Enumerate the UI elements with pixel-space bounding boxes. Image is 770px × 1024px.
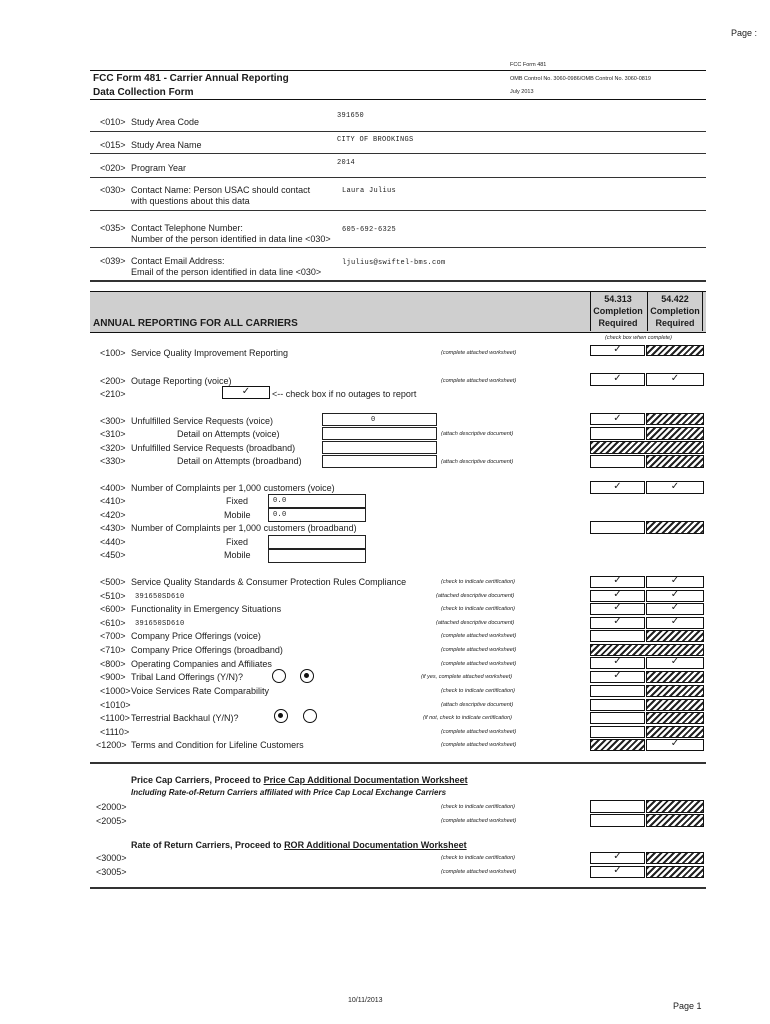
row-note: (attach descriptive document) [441, 459, 514, 465]
check-mark: ✓ [613, 602, 622, 613]
row-note: (complete attached worksheet) [441, 742, 517, 748]
price-cap-heading-prefix: Price Cap Carriers, Proceed to [131, 775, 262, 785]
row-note: (complete attached worksheet) [441, 661, 517, 667]
r400-col1-checkbox[interactable] [590, 481, 645, 494]
r1000-col2-hatched [646, 685, 704, 697]
study-area-name-value[interactable]: CITY OF BROOKINGS [337, 136, 414, 144]
detail-voice-field[interactable] [322, 427, 437, 440]
row-code: <410> [100, 496, 126, 506]
field-label: Contact Telephone Number: [131, 223, 243, 233]
contact-name-value[interactable]: Laura Julius [342, 187, 397, 195]
row-label: Company Price Offerings (broadband) [131, 645, 283, 655]
field-label-detail: Number of the person identified in data line <030> [131, 234, 331, 244]
row-note: (check to indicate certification) [441, 579, 515, 585]
field-label: Study Area Name [131, 140, 202, 150]
r510-col2-checkbox[interactable] [646, 590, 704, 602]
r800-col1-checkbox[interactable] [590, 657, 645, 669]
r1100-col2-hatched [646, 712, 704, 724]
row-note: (check to indicate certification) [441, 606, 515, 612]
row-code: <330> [100, 456, 126, 466]
complaints-voice-fixed-field[interactable] [268, 494, 366, 508]
r200-col2-checkbox[interactable] [646, 373, 704, 386]
r430-col1-checkbox[interactable] [590, 521, 645, 534]
row-note: (check to indicate certification) [441, 688, 515, 694]
r300-col1-checkbox[interactable] [590, 413, 645, 425]
r900-col1-checkbox[interactable] [590, 671, 645, 683]
field-label: Program Year [131, 163, 187, 173]
r1010-col2-hatched [646, 699, 704, 711]
col1-required: Required [598, 318, 638, 328]
row-note: (complete attached worksheet) [441, 647, 517, 653]
row-note: (attach descriptive document) [441, 702, 514, 708]
row-code: <3005> [96, 867, 127, 877]
r710-hatched [590, 644, 704, 656]
tribal-yes-radio[interactable] [272, 669, 286, 683]
field-label: Contact Name: Person USAC should contact [131, 185, 311, 195]
r700-col2-hatched [646, 630, 704, 642]
row-label: Voice Services Rate Comparability [131, 686, 270, 696]
r1010-col1-checkbox[interactable] [590, 699, 645, 711]
row-code: <2000> [96, 802, 127, 812]
r2005-col1-checkbox[interactable] [590, 814, 645, 827]
price-cap-worksheet-link[interactable]: Price Cap Additional Documentation Worksheet [263, 775, 468, 785]
row-label: 391650SD610 [135, 620, 185, 628]
price-cap-subheading: Including Rate-of-Return Carriers affiliated with Price Cap Local Exchange Carriers [131, 788, 447, 797]
row-code: <900> [100, 672, 126, 682]
check-mark: ✓ [613, 656, 622, 667]
r1200-col2-checkbox[interactable] [646, 739, 704, 751]
field-value: 0 [371, 416, 376, 424]
row-label: Mobile [224, 510, 251, 520]
r1110-col1-checkbox[interactable] [590, 726, 645, 738]
row-label: Terms and Condition for Lifeline Customers [131, 740, 304, 750]
row-code: <210> [100, 389, 126, 399]
row-code: <710> [100, 645, 126, 655]
row-label: Mobile [224, 550, 251, 560]
row-code: <1200> [96, 740, 127, 750]
col1-completion: Completion [593, 306, 643, 316]
r610-col1-checkbox[interactable] [590, 617, 645, 629]
row-code: <500> [100, 577, 126, 587]
row-label: Number of Complaints per 1,000 customers (voice) [131, 483, 335, 493]
row-code: <440> [100, 537, 126, 547]
r600-col1-checkbox[interactable] [590, 603, 645, 615]
row-note: (check to indicate certification) [441, 804, 515, 810]
row-code: <610> [100, 618, 126, 628]
r610-col2-checkbox[interactable] [646, 617, 704, 629]
check-mark: ✓ [670, 616, 680, 627]
r3005-col1-checkbox[interactable] [590, 866, 645, 878]
row-note: (if yes, complete attached worksheet) [421, 674, 513, 680]
omb-number: OMB Control No. 3060-0986/OMB Control No. 3060-0819 [510, 76, 651, 82]
footer-date: 10/11/2013 [348, 997, 383, 1004]
check-mark: ✓ [670, 373, 680, 384]
row-note: (attach descriptive document) [441, 431, 514, 437]
form-id: FCC Form 481 [510, 62, 547, 68]
footer-page-number: Page 1 [673, 1001, 702, 1011]
row-code: <450> [100, 550, 126, 560]
row-note: (complete attached worksheet) [441, 633, 517, 639]
check-mark: ✓ [670, 575, 680, 586]
program-year-value[interactable]: 2014 [337, 159, 356, 167]
row-code: <400> [100, 483, 126, 493]
r1000-col1-checkbox[interactable] [590, 685, 645, 697]
field-code: <010> [100, 117, 126, 127]
field-value: 0.0 [273, 511, 287, 519]
check-mark: ✓ [613, 851, 622, 862]
r3000-col2-hatched [646, 852, 704, 864]
detail-broadband-field[interactable] [322, 455, 437, 468]
row-code: <320> [100, 443, 126, 453]
row-code: <100> [100, 348, 126, 358]
form-date: July 2013 [510, 89, 534, 95]
r100-col2-hatched [646, 345, 704, 356]
row-label: Unfulfilled Service Requests (broadband) [131, 443, 296, 453]
price-cap-heading [131, 775, 468, 786]
check-mark: ✓ [670, 738, 680, 749]
row-note: (complete attached worksheet) [441, 350, 517, 356]
contact-email-value[interactable]: ljulius@swiftel-bms.com [342, 259, 446, 267]
r1110-col2-hatched [646, 726, 704, 738]
ror-worksheet-link[interactable]: ROR Additional Documentation Worksheet [284, 840, 467, 850]
check-mark: ✓ [613, 413, 622, 424]
row-code: <700> [100, 631, 126, 641]
row-label: Operating Companies and Affiliates [131, 659, 272, 669]
check-mark: ✓ [670, 602, 680, 613]
r1100-col1-checkbox[interactable] [590, 712, 645, 724]
r700-col1-checkbox[interactable] [590, 630, 645, 642]
row-code: <1000> [100, 686, 131, 696]
check-mark: ✓ [241, 386, 251, 397]
row-note: (check to indicate certification) [441, 855, 515, 861]
r100-col1-checkbox[interactable] [590, 345, 645, 356]
r3005-col2-hatched [646, 866, 704, 878]
no-outages-text: <-- check box if no outages to report [272, 389, 417, 399]
row-label: 391650SD610 [135, 593, 185, 601]
row-note: (attached descriptive document) [436, 593, 515, 599]
form-subtitle: Data Collection Form [93, 87, 194, 98]
row-note: (attached descriptive document) [436, 620, 515, 626]
r320-hatched [590, 441, 704, 454]
check-mark: ✓ [613, 373, 622, 384]
r430-col2-hatched [646, 521, 704, 534]
r200-col1-checkbox[interactable] [590, 373, 645, 386]
row-label: Fixed [226, 537, 249, 547]
row-label: Outage Reporting (voice) [131, 376, 232, 386]
row-code: <1110> [100, 727, 130, 737]
r500-col1-checkbox[interactable] [590, 576, 645, 588]
r1200-col1-hatched [590, 739, 645, 751]
row-label: Number of Complaints per 1,000 customers (broadband) [131, 523, 357, 533]
r2000-col1-checkbox[interactable] [590, 800, 645, 813]
col2-rule: 54.422 [661, 294, 689, 304]
row-label: Detail on Attempts (voice) [177, 429, 280, 439]
col2-completion: Completion [650, 306, 700, 316]
unfulfilled-voice-field[interactable] [322, 413, 437, 426]
r330-col2-hatched [646, 455, 704, 468]
row-label: Tribal Land Offerings (Y/N)? [131, 672, 244, 682]
row-code: <600> [100, 604, 126, 614]
row-label: Service Quality Standards & Consumer Protection Rules Compliance [131, 577, 407, 587]
row-code: <510> [100, 591, 126, 601]
col2-required: Required [655, 318, 695, 328]
complaints-broadband-mobile-field[interactable] [268, 549, 366, 563]
field-code: <039> [100, 256, 126, 266]
r500-col2-checkbox[interactable] [646, 576, 704, 588]
field-label: Study Area Code [131, 117, 200, 127]
row-label: Terrestrial Backhaul (Y/N)? [131, 713, 239, 723]
check-mark: ✓ [613, 616, 622, 627]
row-label: Company Price Offerings (voice) [131, 631, 261, 641]
check-note: (check box when complete) [605, 335, 672, 341]
complaints-broadband-fixed-field[interactable] [268, 535, 366, 549]
r310-col1-checkbox[interactable] [590, 427, 645, 440]
page-corner-label: Page : [731, 28, 758, 38]
check-mark: ✓ [613, 865, 622, 876]
complaints-voice-mobile-field[interactable] [268, 508, 366, 522]
field-label-detail: with questions about this data [131, 196, 250, 206]
check-mark: ✓ [613, 481, 622, 492]
row-note: (complete attached worksheet) [441, 378, 517, 384]
row-code: <430> [100, 523, 126, 533]
r900-col2-hatched [646, 671, 704, 683]
contact-phone-value[interactable]: 605-692-6325 [342, 226, 397, 234]
r400-col2-checkbox[interactable] [646, 481, 704, 494]
r510-col1-checkbox[interactable] [590, 590, 645, 602]
check-mark: ✓ [613, 575, 622, 586]
field-label: Contact Email Address: [131, 256, 225, 266]
col1-rule: 54.313 [604, 294, 632, 304]
row-label: Detail on Attempts (broadband) [177, 456, 302, 466]
row-label: Fixed [226, 496, 249, 506]
backhaul-yes-radio[interactable] [274, 709, 288, 723]
field-code: <015> [100, 140, 126, 150]
r800-col2-checkbox[interactable] [646, 657, 704, 669]
check-mark: ✓ [613, 589, 622, 600]
unfulfilled-broadband-field[interactable] [322, 441, 437, 454]
field-label-detail: Email of the person identified in data line <030> [131, 267, 322, 277]
row-code: <3000> [96, 853, 127, 863]
r2005-col2-hatched [646, 814, 704, 827]
section-title: ANNUAL REPORTING FOR ALL CARRIERS [93, 318, 298, 329]
r310-col2-hatched [646, 427, 704, 440]
row-code: <420> [100, 510, 126, 520]
row-code: <2005> [96, 816, 127, 826]
no-outages-checkbox[interactable] [222, 386, 270, 399]
row-note: (complete attached worksheet) [441, 869, 517, 875]
row-note: (complete attached worksheet) [441, 818, 517, 824]
r3000-col1-checkbox[interactable] [590, 852, 645, 864]
r300-col2-hatched [646, 413, 704, 425]
field-value: 0.0 [273, 497, 287, 505]
row-code: <800> [100, 659, 126, 669]
row-code: <1100> [100, 713, 130, 723]
backhaul-no-radio[interactable] [303, 709, 317, 723]
ror-heading [131, 840, 467, 851]
tribal-no-radio[interactable] [300, 669, 314, 683]
row-label: Service Quality Improvement Reporting [131, 348, 289, 358]
row-code: <300> [100, 416, 126, 426]
ror-heading-prefix: Rate of Return Carriers, Proceed to [131, 840, 282, 850]
row-label: Unfulfilled Service Requests (voice) [131, 416, 274, 426]
check-mark: ✓ [670, 656, 680, 667]
row-code: <1010> [100, 700, 131, 710]
r2000-col2-hatched [646, 800, 704, 813]
check-mark: ✓ [670, 481, 680, 492]
form-title: FCC Form 481 - Carrier Annual Reporting [93, 73, 289, 84]
row-code: <200> [100, 376, 126, 386]
field-code: <020> [100, 163, 126, 173]
r330-col1-checkbox[interactable] [590, 455, 645, 468]
r600-col2-checkbox[interactable] [646, 603, 704, 615]
check-mark: ✓ [613, 670, 622, 681]
row-note: (if not, check to indicate certification) [423, 715, 512, 721]
row-note: (complete attached worksheet) [441, 729, 517, 735]
row-label: Functionality in Emergency Situations [131, 604, 282, 614]
row-code: <310> [100, 429, 126, 439]
check-mark: ✓ [670, 589, 680, 600]
study-area-code-value[interactable]: 391650 [337, 112, 365, 120]
field-code: <030> [100, 185, 126, 195]
check-mark: ✓ [613, 344, 622, 355]
field-code: <035> [100, 223, 126, 233]
